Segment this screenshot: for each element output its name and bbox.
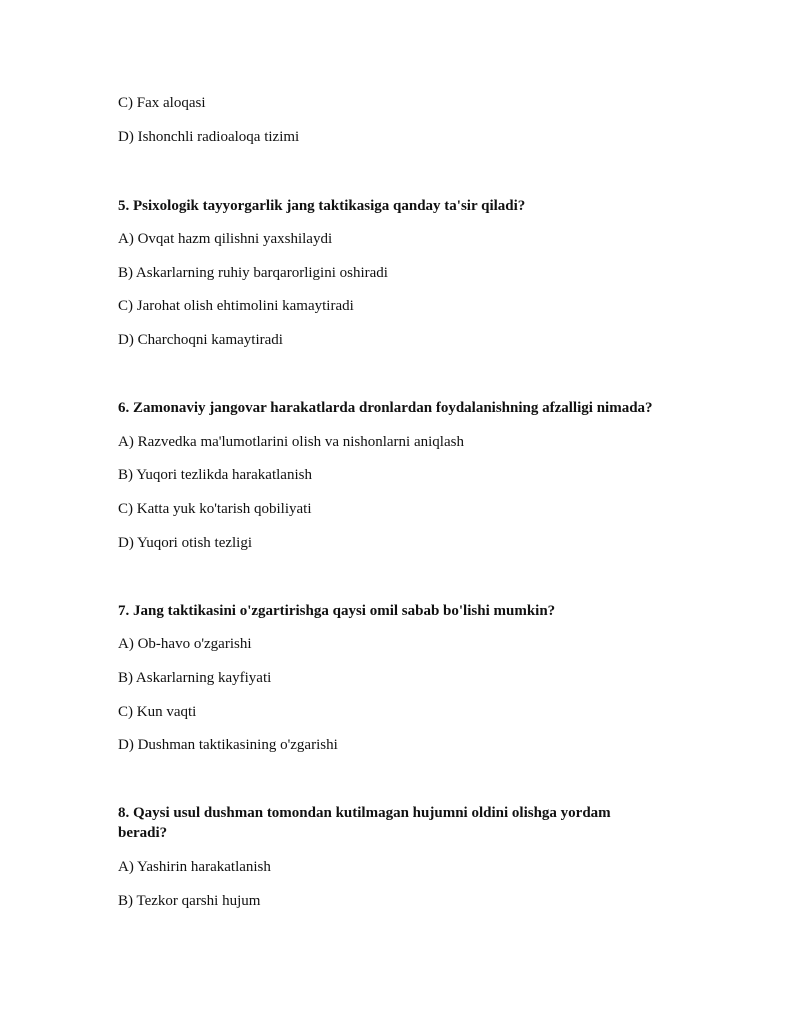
question-7-title: 7. Jang taktikasini o'zgartirishga qaysi omil sabab bo'lishi mumkin? bbox=[118, 603, 556, 619]
question-6-title: 6. Zamonaviy jangovar harakatlarda dronlardan foydalanishning afzalligi nimada? bbox=[118, 400, 653, 416]
question-7-option-d: D) Dushman taktikasining o'zgarishi bbox=[118, 737, 338, 753]
question-5-option-d: D) Charchoqni kamaytiradi bbox=[118, 332, 283, 348]
question-5-title: 5. Psixologik tayyorgarlik jang taktikasiga qanday ta'sir qiladi? bbox=[118, 198, 526, 214]
question-5-option-a: A) Ovqat hazm qilishni yaxshilaydi bbox=[118, 231, 333, 247]
prev-option-c: C) Fax aloqasi bbox=[118, 95, 206, 111]
question-5-option-b: B) Askarlarning ruhiy barqarorligini oshiradi bbox=[118, 265, 388, 281]
question-5-option-c: C) Jarohat olish ehtimolini kamaytiradi bbox=[118, 298, 354, 314]
question-6-option-c: C) Katta yuk ko'tarish qobiliyati bbox=[118, 501, 312, 517]
question-7-option-a: A) Ob-havo o'zgarishi bbox=[118, 636, 252, 652]
prev-option-d: D) Ishonchli radioaloqa tizimi bbox=[118, 129, 300, 145]
question-7-option-c: C) Kun vaqti bbox=[118, 704, 197, 720]
question-7-option-b: B) Askarlarning kayfiyati bbox=[118, 670, 272, 686]
question-8-option-a: A) Yashirin harakatlanish bbox=[118, 859, 271, 875]
question-6-option-b: B) Yuqori tezlikda harakatlanish bbox=[118, 467, 312, 483]
question-6-option-d: D) Yuqori otish tezligi bbox=[118, 535, 253, 551]
question-8-title: 8. Qaysi usul dushman tomondan kutilmagan hujumni oldini olishga yordam beradi? bbox=[118, 805, 611, 841]
question-8-option-b: B) Tezkor qarshi hujum bbox=[118, 893, 261, 909]
question-6-option-a: A) Razvedka ma'lumotlarini olish va nishonlarni aniqlash bbox=[118, 434, 464, 450]
